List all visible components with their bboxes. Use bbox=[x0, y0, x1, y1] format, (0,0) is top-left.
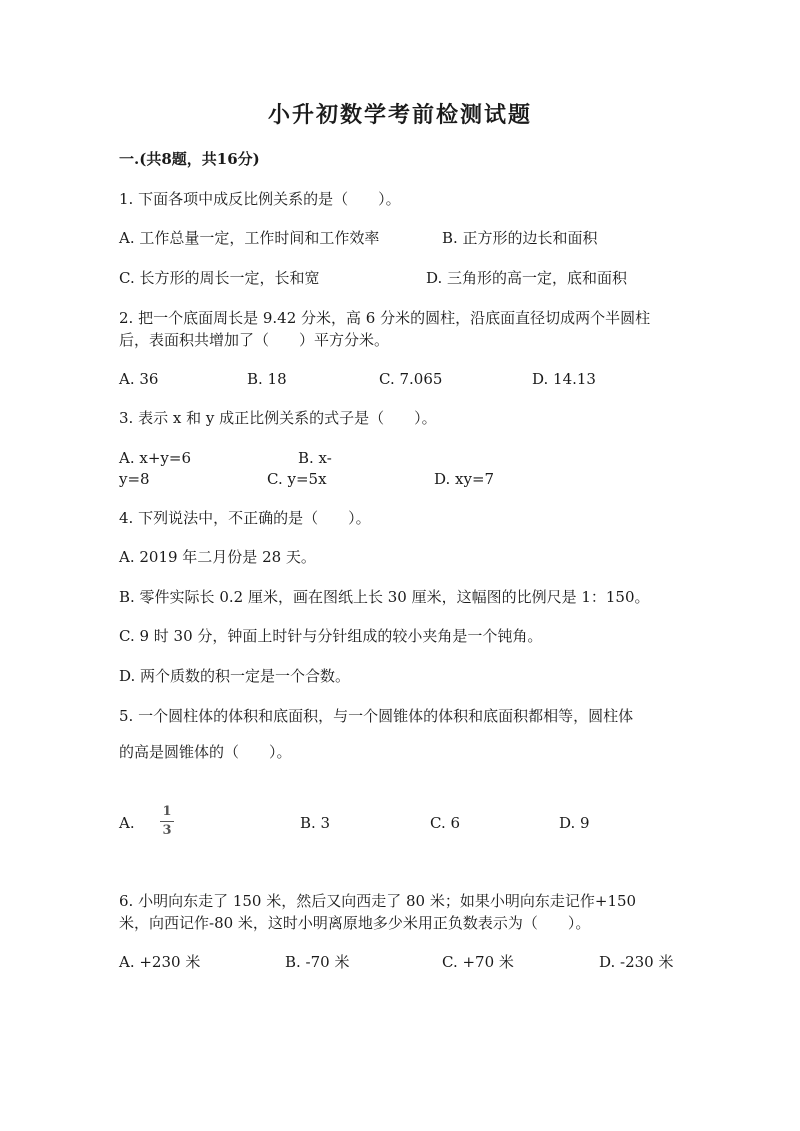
question-1-option-b: B. 正方形的边长和面积 bbox=[442, 229, 598, 247]
question-4-option-b: B. 零件实际长 0.2 厘米，画在图纸上长 30 厘米，这幅图的比例尺是 1：150。 bbox=[119, 588, 650, 606]
question-6-stem-line-1: 6. 小明向东走了 150 米，然后又向西走了 80 米；如果小明向东走记作+150 bbox=[119, 892, 637, 910]
question-2-stem-line-2: 后，表面积共增加了（ ）平方分米。 bbox=[119, 331, 390, 349]
question-3-option-d: D. xy=7 bbox=[434, 470, 495, 488]
question-5-option-b: B. 3 bbox=[300, 814, 331, 832]
question-3-option-b-part-1: B. x- bbox=[298, 449, 332, 467]
question-2-option-b: B. 18 bbox=[247, 370, 287, 388]
question-1-option-a: A. 工作总量一定，工作时间和工作效率 bbox=[119, 229, 380, 247]
question-3-option-a: A. x+y=6 bbox=[119, 449, 191, 467]
question-5-option-a: A. bbox=[119, 814, 135, 832]
question-2-option-d: D. 14.13 bbox=[532, 370, 596, 388]
question-5-stem-line-2: 的高是圆锥体的（ ）。 bbox=[119, 743, 292, 761]
question-6-option-c: C. +70 米 bbox=[442, 953, 514, 971]
question-1-option-c: C. 长方形的周长一定，长和宽 bbox=[119, 269, 320, 287]
fraction-denominator: 3 bbox=[162, 823, 172, 838]
question-2-stem-line-1: 2. 把一个底面周长是 9.42 分米，高 6 分米的圆柱，沿底面直径切成两个半圆柱 bbox=[119, 309, 651, 327]
section-heading: 一.(共8题，共16分) bbox=[119, 150, 260, 168]
question-5-option-c: C. 6 bbox=[430, 814, 461, 832]
question-6-stem-line-2: 米，向西记作-80 米，这时小明离原地多少米用正负数表示为（ ）。 bbox=[119, 914, 591, 932]
question-6-option-b: B. -70 米 bbox=[285, 953, 350, 971]
question-4-option-c: C. 9 时 30 分，钟面上时针与分针组成的较小夹角是一个钝角。 bbox=[119, 627, 543, 645]
question-6-option-d: D. -230 米 bbox=[599, 953, 674, 971]
question-4-stem: 4. 下列说法中，不正确的是（ ）。 bbox=[119, 509, 371, 527]
question-3-option-c: C. y=5x bbox=[267, 470, 327, 488]
question-4-option-d: D. 两个质数的积一定是一个合数。 bbox=[119, 667, 351, 685]
question-3-stem: 3. 表示 x 和 y 成正比例关系的式子是（ ）。 bbox=[119, 409, 437, 427]
question-6-option-a: A. +230 米 bbox=[119, 953, 201, 971]
question-2-option-c: C. 7.065 bbox=[379, 370, 443, 388]
fraction-numerator: 1 bbox=[162, 804, 172, 819]
fraction-one-third bbox=[159, 805, 175, 838]
question-4-option-a: A. 2019 年二月份是 28 天。 bbox=[119, 548, 316, 566]
fraction-bar bbox=[160, 821, 174, 822]
question-1-stem: 1. 下面各项中成反比例关系的是（ ）。 bbox=[119, 190, 401, 208]
question-5-option-d: D. 9 bbox=[559, 814, 590, 832]
question-1-option-d: D. 三角形的高一定，底和面积 bbox=[426, 269, 628, 287]
question-2-option-a: A. 36 bbox=[119, 370, 159, 388]
page-title: 小升初数学考前检测试题 bbox=[267, 102, 532, 128]
question-3-option-b-part-2: y=8 bbox=[119, 470, 150, 488]
question-5-stem-line-1: 5. 一个圆柱体的体积和底面积，与一个圆锥体的体积和底面积都相等，圆柱体 bbox=[119, 707, 634, 725]
